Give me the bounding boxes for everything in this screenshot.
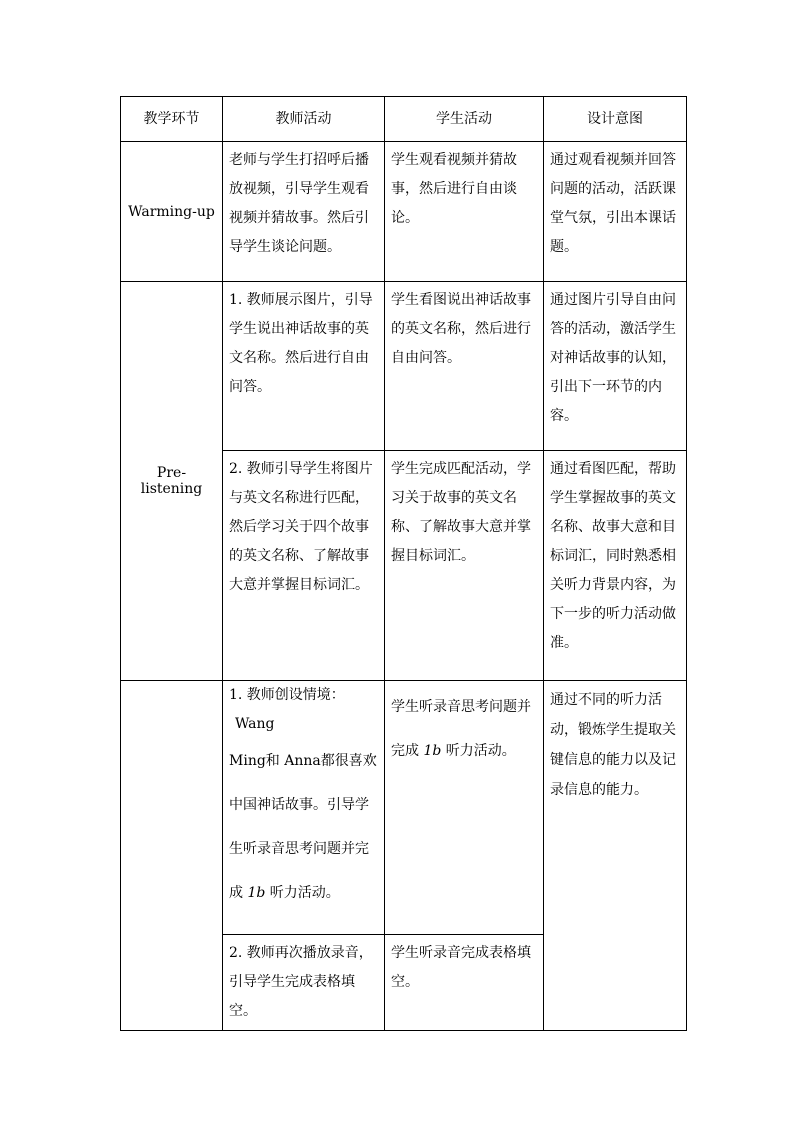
header-design-intent: 设计意图 <box>544 97 687 142</box>
stage-while-listening <box>121 681 223 1031</box>
while-listening-1-student-cell <box>385 681 544 935</box>
header-student-activity: 学生活动 <box>385 97 544 142</box>
pre-listening-2-student-cell: 学生完成匹配活动，学习关于故事的英文名称、了解故事大意并掌握目标词汇。 <box>385 451 544 681</box>
teacher-line-5 <box>229 871 378 915</box>
pre-listening-2-teacher-cell: 2. 教师引导学生将图片与英文名称进行匹配，然后学习关于四个故事的英文名称、了解故事大意并掌握目标词汇。 <box>223 451 385 681</box>
table-row-pre-listening-1 <box>121 282 687 451</box>
student-post: 听力活动。 <box>441 743 516 759</box>
stage-pre-listening: Pre-listening <box>121 282 223 681</box>
table-row-warming-up <box>121 142 687 282</box>
teacher-line5-post: 听力活动。 <box>265 885 340 901</box>
warming-up-student-cell: 学生观看视频并猜故事，然后进行自由谈论。 <box>385 142 544 282</box>
stage-warming-up: Warming-up <box>121 142 223 282</box>
pre-listening-1-teacher-cell: 1. 教师展示图片，引导学生说出神话故事的英文名称。然后进行自由问答。 <box>223 282 385 451</box>
header-teacher-activity: 教师活动 <box>223 97 385 142</box>
teacher-name-wang: Wang <box>235 716 275 732</box>
warming-up-intent-cell: 通过观看视频并回答问题的活动，活跃课堂气氛，引出本课话题。 <box>544 142 687 282</box>
student-task: 1b <box>423 743 442 759</box>
while-listening-1-teacher-cell <box>223 681 385 935</box>
student-pre: 学生听录音思考问题并完成 <box>391 699 531 759</box>
teacher-line-4: 生听录音思考问题并完 <box>229 841 369 857</box>
teacher-line-3: 中国神话故事。引导学 <box>229 797 369 813</box>
teacher-line5-task: 1b <box>247 885 266 901</box>
pre-listening-2-intent-cell: 通过看图匹配，帮助学生掌握故事的英文名称、故事大意和目标词汇，同时熟悉相关听力背景内容，为下一步的听力活动做准。 <box>544 451 687 681</box>
while-listening-2-teacher-cell: 2. 教师再次播放录音，引导学生完成表格填空。 <box>223 935 385 1031</box>
teacher-line-name <box>229 710 378 739</box>
lesson-plan-table <box>120 96 687 1031</box>
teacher-line5-pre: 成 <box>229 885 248 901</box>
pre-listening-1-student-cell: 学生看图说出神话故事的英文名称，然后进行自由问答。 <box>385 282 544 451</box>
while-listening-intent-cell: 通过不同的听力活动，锻炼学生提取关键信息的能力以及记录信息的能力。 <box>544 681 687 1031</box>
warming-up-teacher-cell: 老师与学生打招呼后播放视频，引导学生观看视频并猜故事。然后引导学生谈论问题。 <box>223 142 385 282</box>
while-listening-2-student-cell: 学生听录音完成表格填空。 <box>385 935 544 1031</box>
teacher-line-2: Ming和 Anna都很喜欢 <box>229 753 377 769</box>
table-row-while-listening-1 <box>121 681 687 935</box>
header-stage: 教学环节 <box>121 97 223 142</box>
teacher-prefix: 1. 教师创设情境： <box>229 687 345 703</box>
teacher-line-1 <box>229 681 378 710</box>
table-header-row <box>121 97 687 142</box>
pre-listening-1-intent-cell: 通过图片引导自由问答的活动，激活学生对神话故事的认知，引出下一环节的内容。 <box>544 282 687 451</box>
